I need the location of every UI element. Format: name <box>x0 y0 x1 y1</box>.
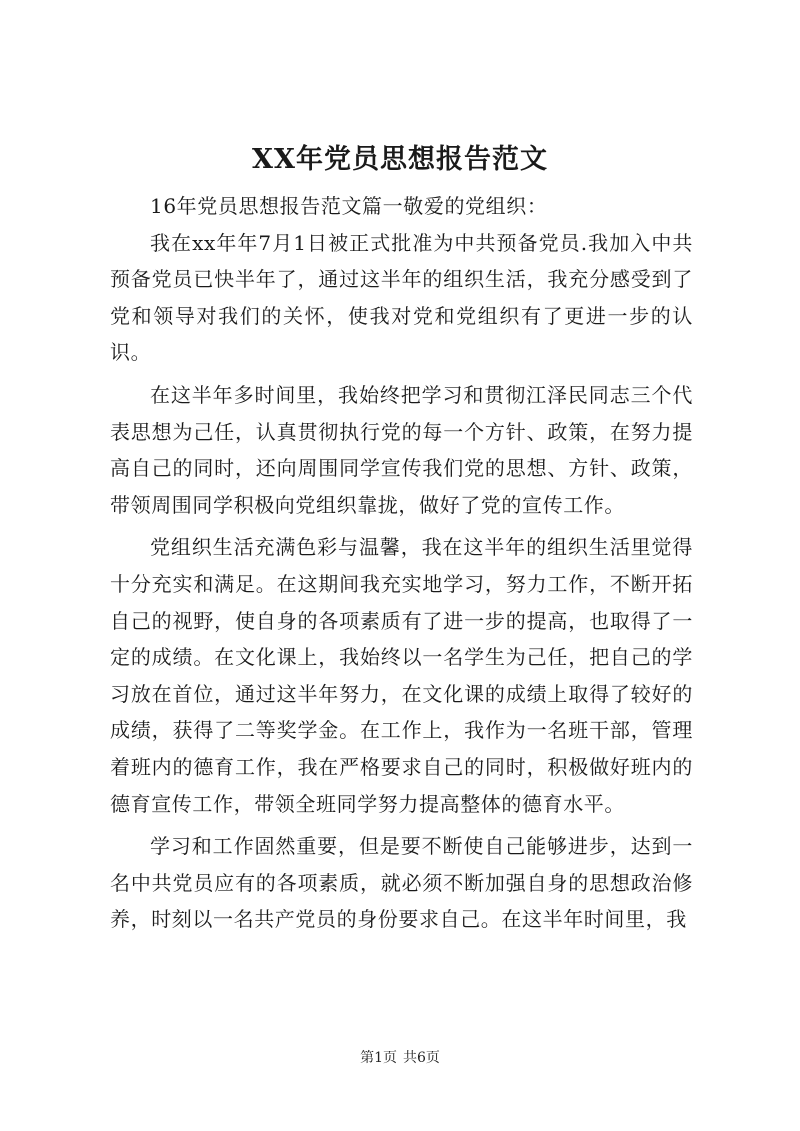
paragraph-4: 学习和工作固然重要，但是要不断使自己能够进步，达到一名中共党员应有的各项素质，就必须不断加强自身的思想政治修养，时刻以一名共产党员的身份要求自己。在这半年时间里，我 <box>110 834 693 932</box>
document-title: XX年党员思想报告范文 <box>252 144 548 175</box>
page-number: 第1页 <box>360 1050 397 1066</box>
paragraph-2: 在这半年多时间里，我始终把学习和贯彻江泽民同志三个代表思想为己任，认真贯彻执行党的每一个方针、政策，在努力提高自己的同时，还向周围同学宣传我们党的思想、方针、政策，带领周围同学积极向党组织靠拢，做好了党的宣传工作。 <box>110 382 693 517</box>
document-body <box>110 188 693 938</box>
paragraph-1: 我在xx年年7月1日被正式批准为中共预备党员.我加入中共预备党员已快半年了，通过这半年的组织生活，我充分感受到了党和领导对我们的关怀，使我对党和党组织有了更进一步的认识。 <box>110 230 693 365</box>
paragraph-3: 党组织生活充满色彩与温馨，我在这半年的组织生活里觉得十分充实和满足。在这期间我充实地学习，努力工作，不断开拓自己的视野，使自身的各项素质有了进一步的提高，也取得了一定的成绩。在文化课上，我始终以一名学生为己任，把自己的学习放在首位，通过这半年努力，在文化课的成绩上取得了较好的成绩，获得了二等奖学金。在工作上，我作为一名班干部，管理着班内的德育工作，我在严格要求自己的同时，积极做好班内的德育宣传工作，带领全班同学努力提高整体的德育水平。 <box>110 535 693 816</box>
salutation-line: 16年党员思想报告范文篇一敬爱的党组织： <box>150 194 548 218</box>
page-footer <box>0 1048 800 1068</box>
page-total: 共6页 <box>403 1050 440 1066</box>
